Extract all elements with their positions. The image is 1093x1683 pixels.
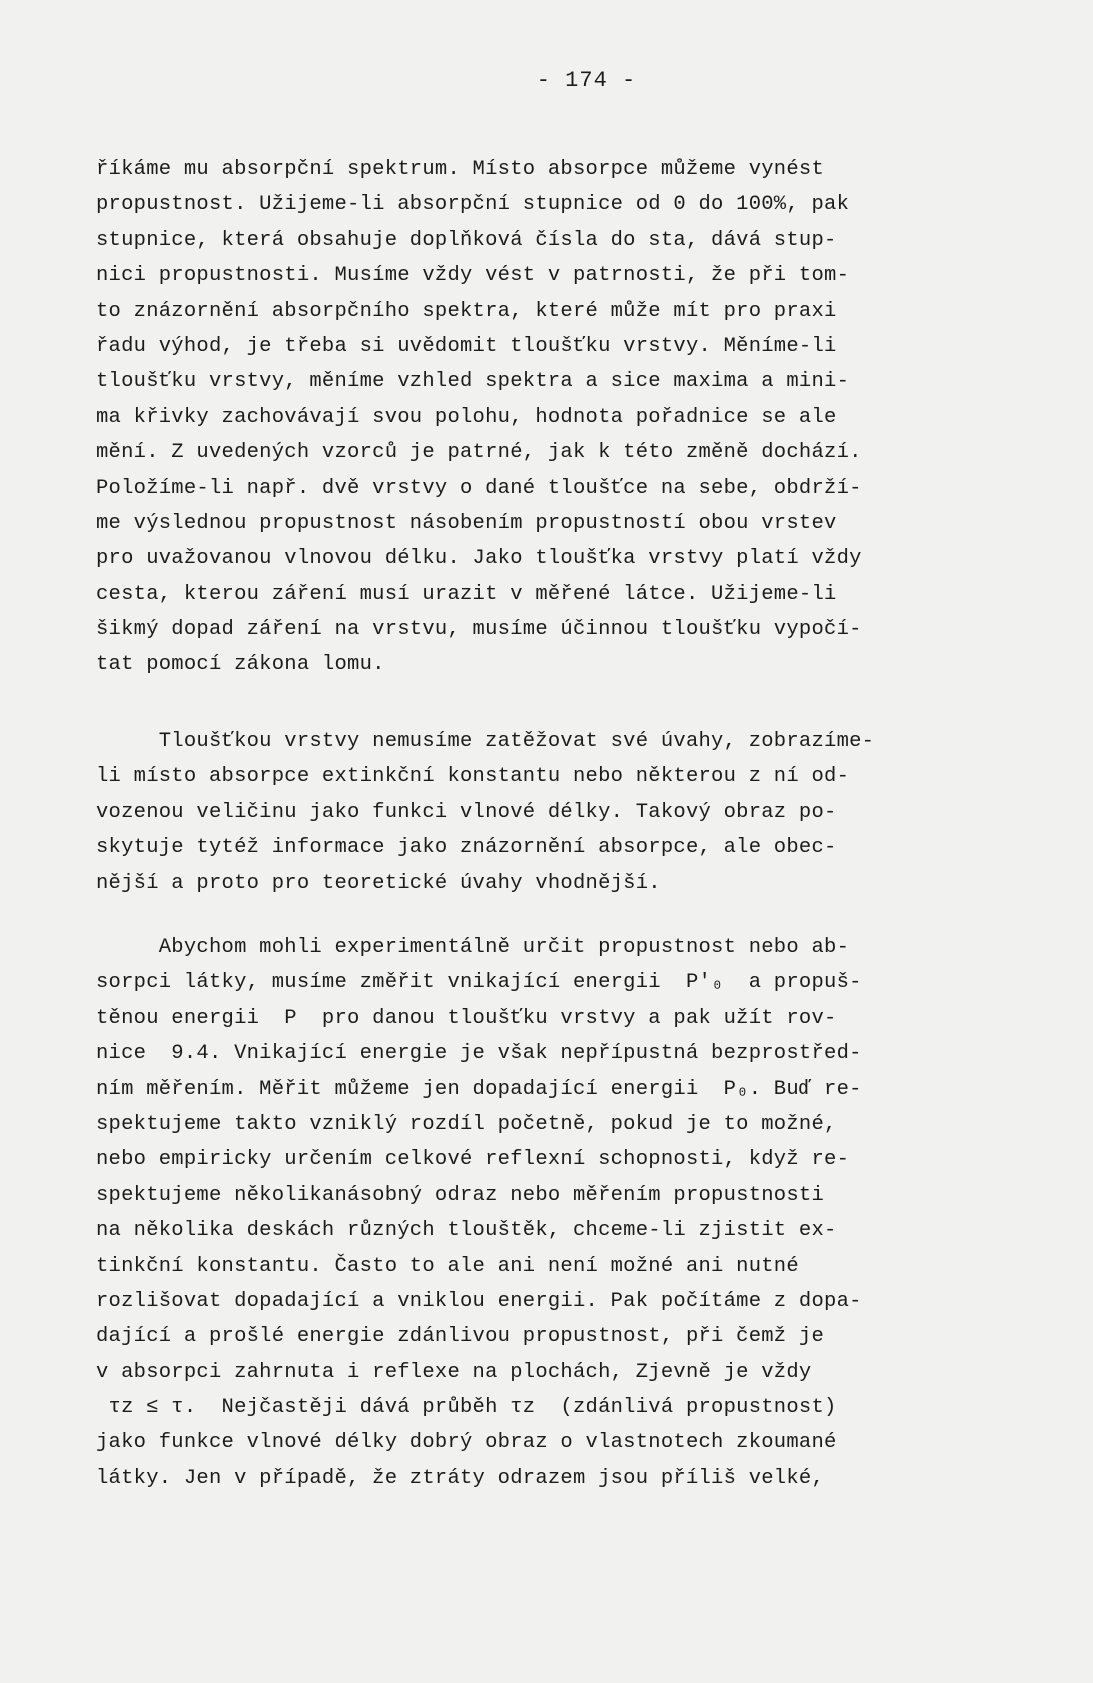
text-line: vozenou veličinu jako funkci vlnové délky. Takový obraz po-: [96, 800, 837, 824]
text-line: těnou energii P pro danou tloušťku vrstvy a pak užít rov-: [96, 1006, 837, 1030]
text-line: nice 9.4. Vnikající energie je však nepřípustná bezprostřed-: [96, 1042, 862, 1066]
text-line: sorpci látky, musíme změřit vnikající energii P'₀ a propuš-: [96, 971, 862, 995]
text-line: látky. Jen v případě, že ztráty odrazem jsou příliš velké,: [96, 1466, 825, 1490]
text-line: to znázornění absorpčního spektra, které může mít pro praxi: [96, 299, 837, 323]
text-line: spektujeme takto vzniklý rozdíl početně, pokud je to možné,: [96, 1112, 837, 1136]
text-line: Abychom mohli experimentálně určit propustnost nebo ab-: [96, 936, 850, 959]
text-line: tinkční konstantu. Často to ale ani není možné ani nutné: [96, 1254, 799, 1278]
text-line: cesta, kterou záření musí urazit v měřené látce. Užijeme-li: [96, 582, 837, 606]
text-line: skytuje tytéž informace jako znázornění absorpce, ale obec-: [96, 836, 837, 860]
text-line: v absorpci zahrnuta i reflexe na plochách, Zjevně je vždy: [96, 1360, 812, 1384]
text-line: jako funkce vlnové délky dobrý obraz o vlastnotech zkoumané: [96, 1431, 837, 1455]
text-line: spektujeme několikanásobný odraz nebo měřením propustnosti: [96, 1183, 825, 1207]
text-line: rozlišovat dopadající a vniklou energii. Pak počítáme z dopa-: [96, 1289, 862, 1313]
paragraph-2: [96, 724, 1056, 901]
text-line: li místo absorpce extinkční konstantu nebo některou z ní od-: [96, 765, 850, 789]
text-line: mění. Z uvedených vzorců je patrné, jak k této změně dochází.: [96, 441, 862, 465]
text-line: řadu výhod, je třeba si uvědomit tloušťku vrstvy. Měníme-li: [96, 334, 837, 358]
paragraph-3: [96, 930, 1056, 1496]
text-line: ním měřením. Měřit můžeme jen dopadající energii P₀. Buď re-: [96, 1077, 862, 1101]
text-line: nici propustnosti. Musíme vždy vést v patrnosti, že při tom-: [96, 264, 850, 288]
text-line: šikmý dopad záření na vrstvu, musíme účinnou tloušťku vypočí-: [96, 618, 862, 642]
text-line: dající a prošlé energie zdánlivou propustnost, při čemž je: [96, 1325, 825, 1349]
text-line: propustnost. Užijeme-li absorpční stupnice od 0 do 100%, pak: [96, 193, 850, 217]
text-line: nější a proto pro teoretické úvahy vhodnější.: [96, 871, 661, 895]
text-line: Položíme-li např. dvě vrstvy o dané tloušťce na sebe, obdrží-: [96, 476, 862, 500]
text-line: tloušťku vrstvy, měníme vzhled spektra a sice maxima a mini-: [96, 370, 850, 394]
text-line: pro uvažovanou vlnovou délku. Jako tloušťka vrstvy platí vždy: [96, 547, 862, 571]
text-line: na několika deskách různých tlouštěk, chceme-li zjistit ex-: [96, 1219, 837, 1243]
text-line: me výslednou propustnost násobením propustností obou vrstev: [96, 511, 837, 535]
text-line: τz ≤ τ. Nejčastěji dává průběh τz (zdánlivá propustnost): [96, 1396, 837, 1420]
text-line: říkáme mu absorpční spektrum. Místo absorpce můžeme vynést: [96, 158, 825, 181]
text-line: nebo empiricky určením celkové reflexní schopnosti, když re-: [96, 1148, 850, 1172]
text-line: ma křivky zachovávají svou polohu, hodnota pořadnice se ale: [96, 405, 837, 429]
text-line: tat pomocí zákona lomu.: [96, 653, 385, 677]
paragraph-1: [96, 152, 1056, 683]
text-line: stupnice, která obsahuje doplňková čísla do sta, dává stup-: [96, 228, 837, 252]
page-number: - 174 -: [536, 68, 637, 93]
text-line: Tloušťkou vrstvy nemusíme zatěžovat své úvahy, zobrazíme-: [96, 730, 875, 753]
